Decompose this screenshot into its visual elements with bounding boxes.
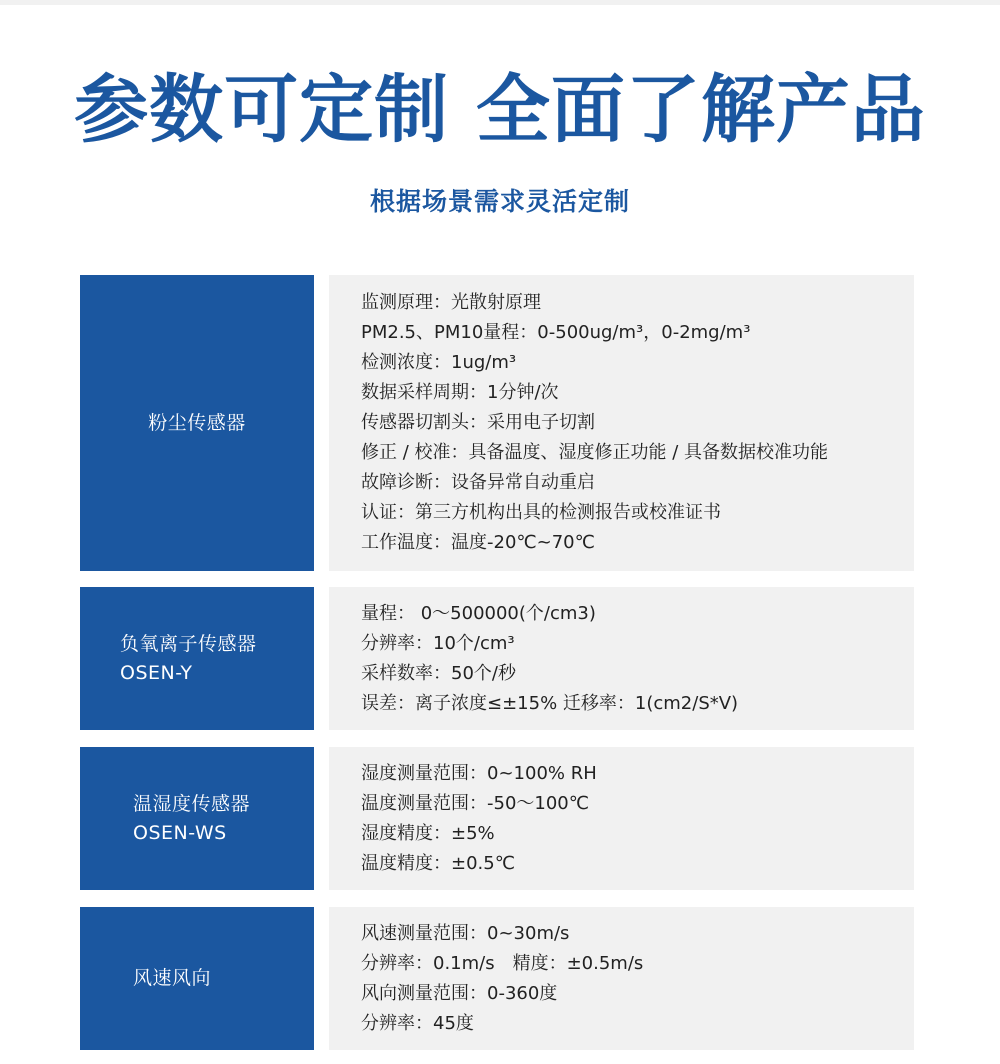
spec-line: 工作温度：温度-20℃~70℃	[361, 532, 595, 553]
row-label-text: 温湿度传感器	[133, 792, 251, 815]
spec-list	[329, 275, 914, 571]
spec-line: PM2.5、PM10量程：0-500ug/m³，0-2mg/m³	[361, 322, 751, 343]
spec-line: 修正 / 校准：具备温度、湿度修正功能 / 具备数据校准功能	[361, 442, 829, 463]
spec-line: 数据采样周期：1分钟/次	[361, 382, 559, 403]
spec-row-wind-sensor	[80, 907, 914, 1050]
row-label-panel	[80, 587, 314, 730]
page-subtitle: 根据场景需求灵活定制	[369, 187, 630, 216]
spec-line: 风向测量范围：0-360度	[361, 982, 558, 1004]
row-label-text: 负氧离子传感器	[120, 632, 257, 655]
spec-list	[329, 907, 914, 1050]
row-label-model: OSEN-Y	[120, 661, 193, 684]
row-label-model: OSEN-WS	[133, 821, 227, 844]
spec-line: 传感器切割头：采用电子切割	[361, 412, 595, 433]
spec-line: 故障诊断：设备异常自动重启	[361, 472, 595, 493]
spec-list	[329, 587, 914, 730]
page-headline: 参数可定制 全面了解产品	[74, 67, 926, 153]
spec-line: 温度精度：±0.5℃	[361, 852, 515, 874]
spec-line: 分辨率：0.1m/s 精度：±0.5m/s	[361, 952, 644, 974]
top-divider	[0, 0, 1000, 5]
spec-list	[329, 747, 914, 890]
spec-line: 认证：第三方机构出具的检测报告或校准证书	[361, 502, 721, 523]
spec-line: 温度测量范围：-50～100℃	[361, 792, 589, 814]
spec-line: 监测原理：光散射原理	[361, 292, 541, 313]
spec-line: 风速测量范围：0~30m/s	[361, 922, 570, 944]
row-label-panel	[80, 907, 314, 1050]
row-label-panel	[80, 275, 314, 571]
spec-line: 采样数率：50个/秒	[361, 662, 516, 684]
spec-line: 湿度测量范围：0~100% RH	[361, 762, 597, 784]
spec-line: 分辨率：45度	[361, 1012, 474, 1034]
spec-row-temp-humidity-sensor	[80, 747, 914, 890]
row-label-text: 风速风向	[133, 967, 212, 989]
spec-line: 分辨率：10个/cm³	[361, 632, 515, 654]
spec-row-dust-sensor	[80, 275, 914, 571]
spec-line: 量程： 0～500000(个/cm3)	[361, 602, 596, 624]
row-label-panel	[80, 747, 314, 890]
row-label-text: 粉尘传感器	[148, 411, 246, 434]
spec-line: 湿度精度：±5%	[361, 822, 495, 844]
spec-row-negative-ion-sensor	[80, 587, 914, 730]
spec-line: 误差：离子浓度≤±15% 迁移率：1(cm2/S*V)	[361, 692, 739, 714]
spec-line: 检测浓度：1ug/m³	[361, 352, 517, 373]
